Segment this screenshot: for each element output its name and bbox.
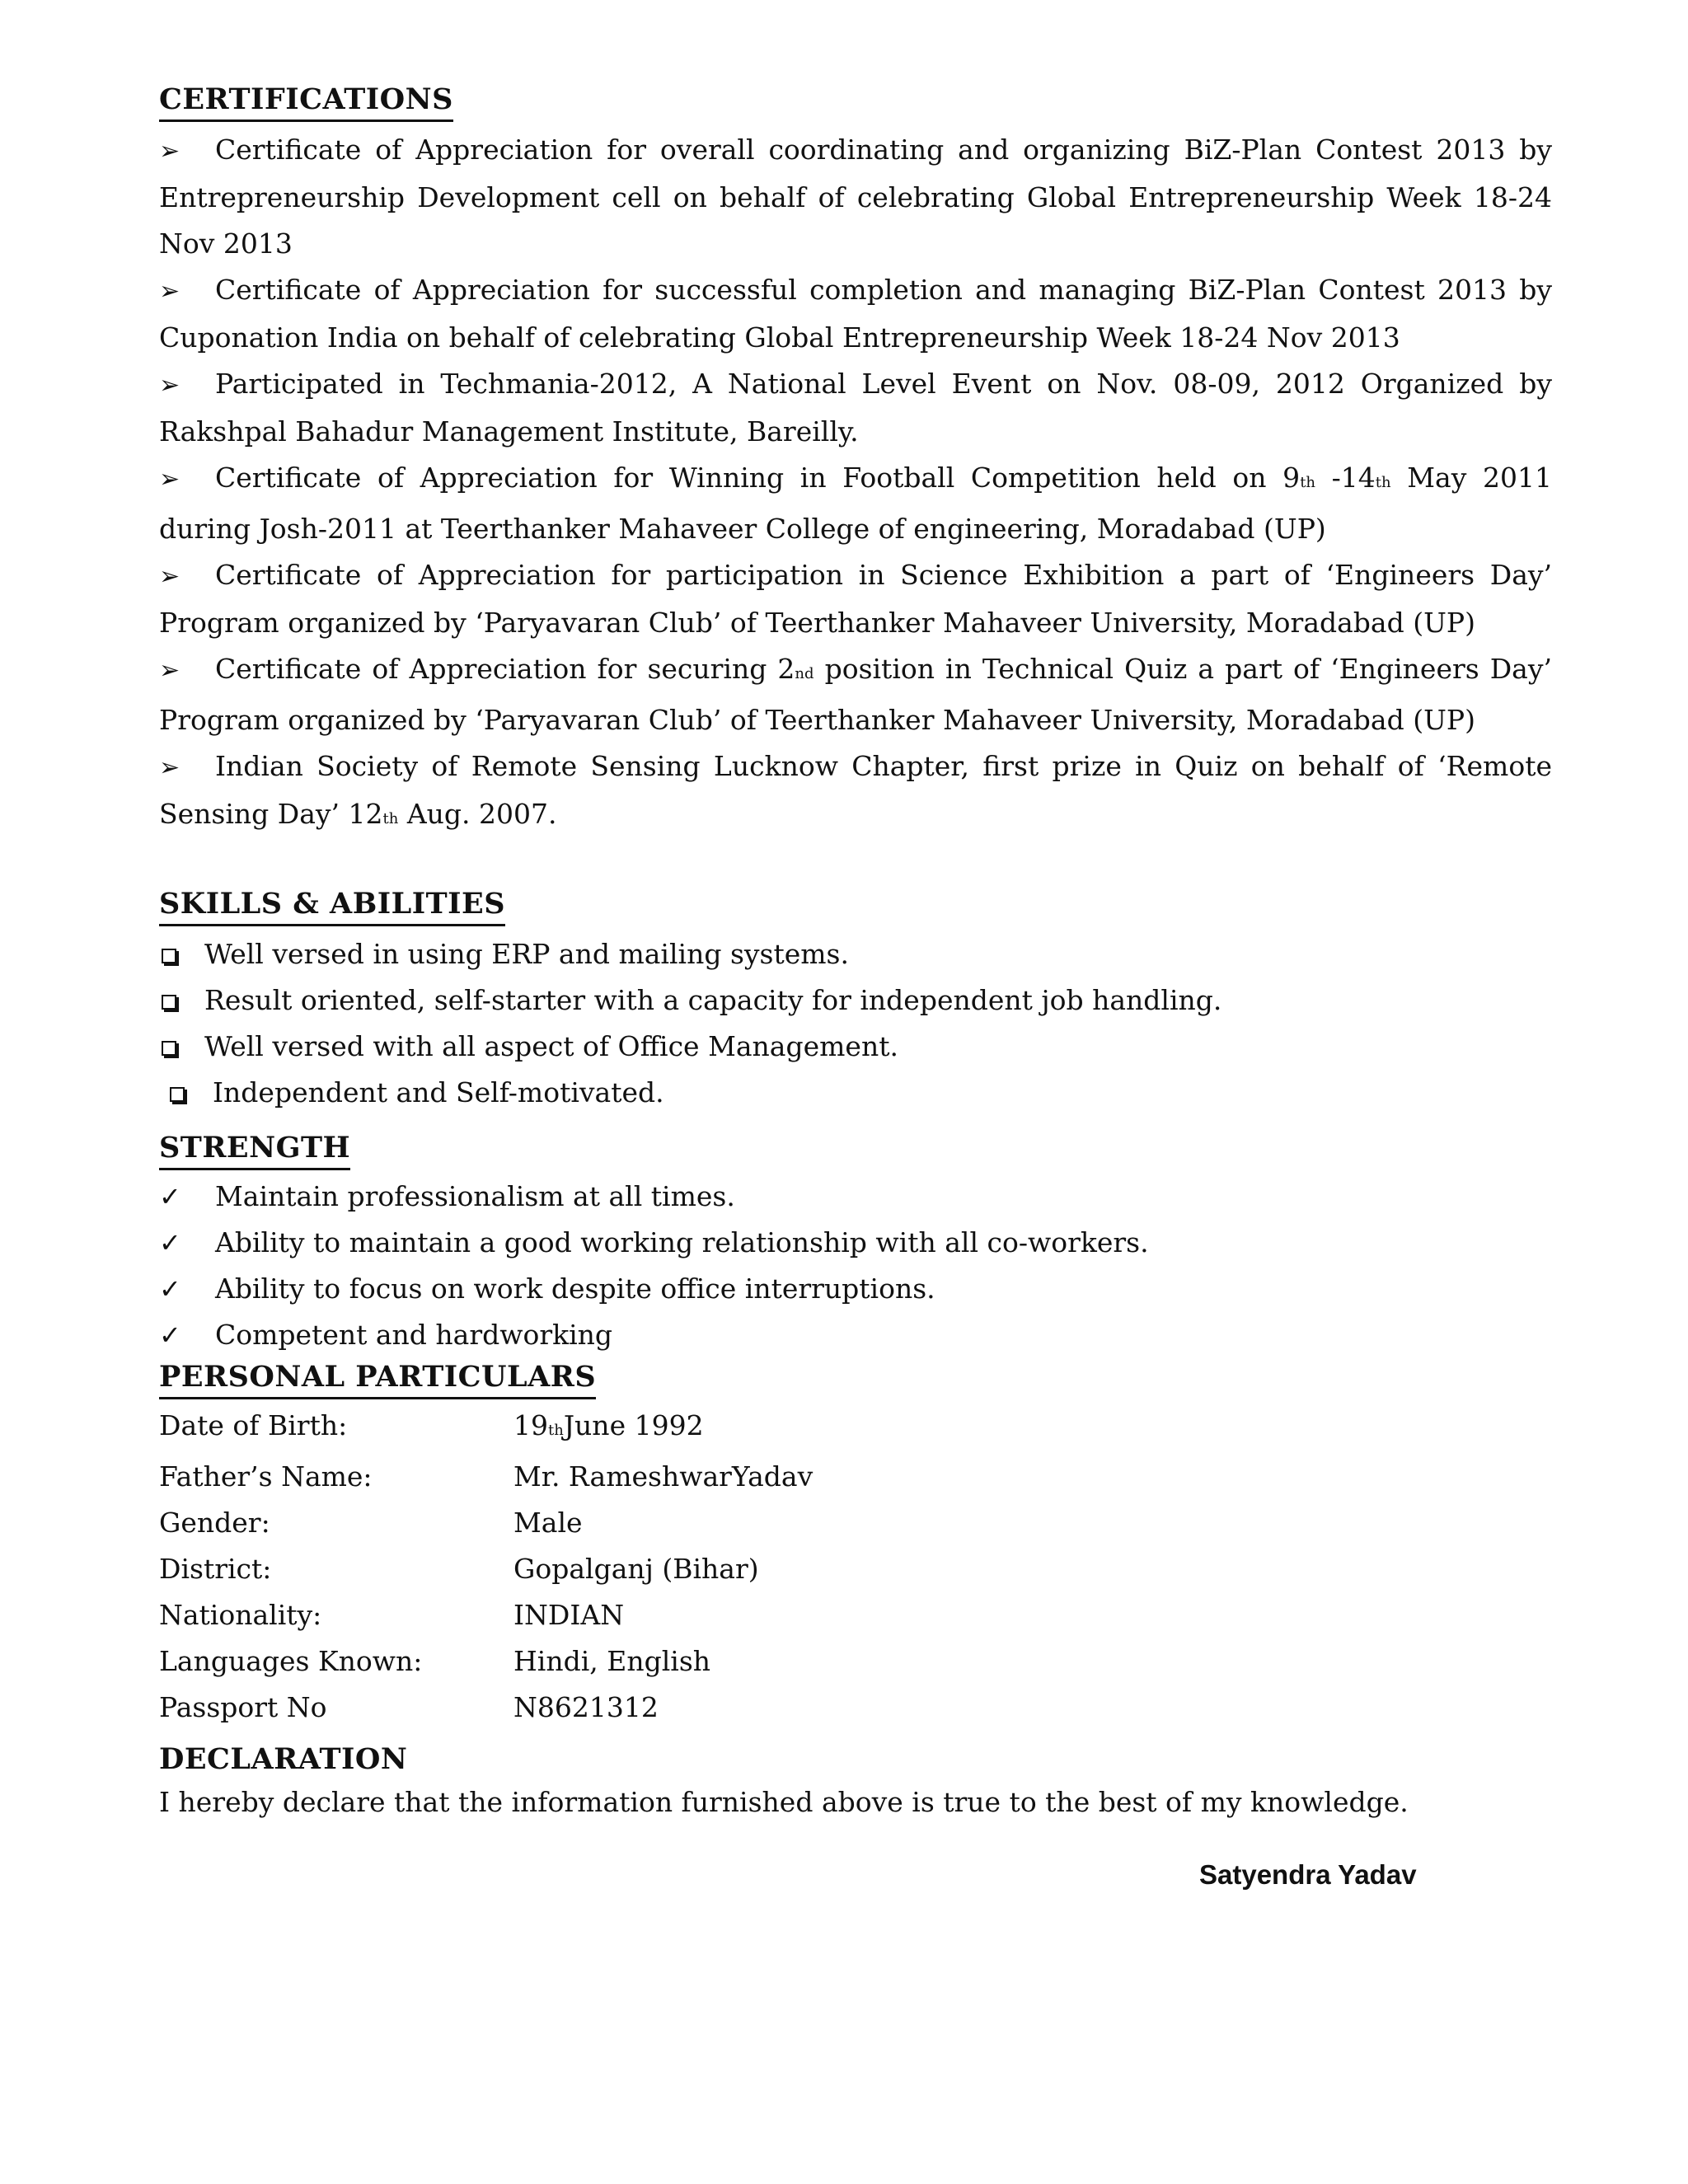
certifications-heading: CERTIFICATIONS: [159, 82, 453, 122]
row-label: Nationality:: [159, 1599, 322, 1631]
personal-heading: PERSONAL PARTICULARS: [159, 1360, 596, 1399]
declaration-text: I hereby declare that the information furnished above is true to the best of my knowledge.: [159, 1786, 1409, 1818]
list-item: ✓ Competent and hardworking: [159, 1312, 1552, 1358]
list-item: ➢ Certificate of Appreciation for overall coordinating and organizing BiZ-Plan Contest 2013 by Entrepreneurship Development cell on behalf of celebrating Global Entrepreneurship Week 18-24 Nov 2013: [159, 127, 1552, 267]
checkbox-bullet-icon: [162, 949, 176, 963]
list-item: Independent and Self-motivated.: [159, 1070, 1552, 1116]
list-item: Well versed in using ERP and mailing systems.: [159, 931, 1552, 977]
table-row: [159, 1403, 1552, 1454]
table-row: [159, 1454, 1552, 1500]
list-item: ➢ Certificate of Appreciation for successful completion and managing BiZ-Plan Contest 2013 by Cuponation India on behalf of celebrating Global Entrepreneurship Week 18-24 Nov 2013: [159, 267, 1552, 361]
row-value: Mr. RameshwarYadav: [513, 1460, 814, 1493]
resume-page: [159, 82, 1552, 1825]
checkbox-bullet-icon: [170, 1087, 185, 1102]
personal-table: [159, 1403, 1552, 1731]
row-label: Father’s Name:: [159, 1460, 373, 1493]
table-row: [159, 1685, 1552, 1731]
arrow-bullet-icon: ➢: [159, 562, 181, 591]
arrow-bullet-icon: ➢: [159, 137, 181, 166]
row-label: Gender:: [159, 1507, 270, 1539]
list-item: ➢ Certificate of Appreciation for participation in Science Exhibition a part of ‘Engineers Day’ Program organized by ‘Paryavaran Club’ of Teerthanker Mahaveer University, Moradabad (UP): [159, 552, 1552, 646]
row-label: Passport No: [159, 1691, 327, 1723]
list-item: ➢ Indian Society of Remote Sensing Lucknow Chapter, first prize in Quiz on behalf of ‘Remote Sensing Day’ 12th Aug. 2007.: [159, 743, 1552, 842]
arrow-bullet-icon: ➢: [159, 753, 181, 782]
row-value: N8621312: [513, 1691, 659, 1723]
list-item: ✓ Ability to focus on work despite office interruptions.: [159, 1266, 1552, 1312]
row-value: Hindi, English: [513, 1645, 711, 1677]
checkmark-icon: ✓: [159, 1227, 181, 1258]
table-row: [159, 1546, 1552, 1592]
list-item: ➢ Certificate of Appreciation for Winning in Football Competition held on 9th -14th May 2011 during Josh-2011 at Teerthanker Mahaveer College of engineering, Moradabad (UP): [159, 455, 1552, 552]
row-value: Male: [513, 1507, 583, 1539]
declaration-heading: DECLARATION: [159, 1742, 408, 1776]
checkbox-bullet-icon: [162, 1041, 176, 1056]
arrow-bullet-icon: ➢: [159, 277, 181, 306]
certifications-list: [159, 127, 1552, 842]
row-label: Date of Birth:: [159, 1409, 348, 1441]
row-value: INDIAN: [513, 1599, 625, 1631]
skills-heading: SKILLS & ABILITIES: [159, 887, 505, 926]
arrow-bullet-icon: ➢: [159, 656, 181, 685]
checkmark-icon: ✓: [159, 1319, 181, 1351]
table-row: [159, 1638, 1552, 1685]
checkmark-icon: ✓: [159, 1181, 181, 1212]
list-item: Result oriented, self-starter with a capacity for independent job handling.: [159, 977, 1552, 1024]
checkmark-icon: ✓: [159, 1273, 181, 1305]
strength-list: [159, 1174, 1552, 1358]
row-value: Gopalganj (Bihar): [513, 1553, 759, 1585]
table-row: [159, 1592, 1552, 1638]
list-item: ✓ Ability to maintain a good working relationship with all co-workers.: [159, 1220, 1552, 1266]
list-item: ➢ Certificate of Appreciation for securing 2nd position in Technical Quiz a part of ‘Engineers Day’ Program organized by ‘Paryavaran Club’ of Teerthanker Mahaveer University, Moradabad (UP): [159, 646, 1552, 743]
table-row: [159, 1500, 1552, 1546]
strength-heading: STRENGTH: [159, 1131, 350, 1170]
row-label: District:: [159, 1553, 272, 1585]
checkbox-bullet-icon: [162, 995, 176, 1010]
row-value: 19thJune 1992: [513, 1409, 704, 1441]
skills-list: [159, 931, 1552, 1116]
arrow-bullet-icon: ➢: [159, 371, 181, 400]
list-item: ✓ Maintain professionalism at all times.: [159, 1174, 1552, 1220]
list-item: ➢ Participated in Techmania-2012, A National Level Event on Nov. 08-09, 2012 Organized by Rakshpal Bahadur Management Institute, Bareilly.: [159, 361, 1552, 455]
row-label: Languages Known:: [159, 1645, 423, 1677]
arrow-bullet-icon: ➢: [159, 465, 181, 494]
signature-name: Satyendra Yadav: [1199, 1859, 1417, 1890]
list-item: Well versed with all aspect of Office Management.: [159, 1024, 1552, 1070]
